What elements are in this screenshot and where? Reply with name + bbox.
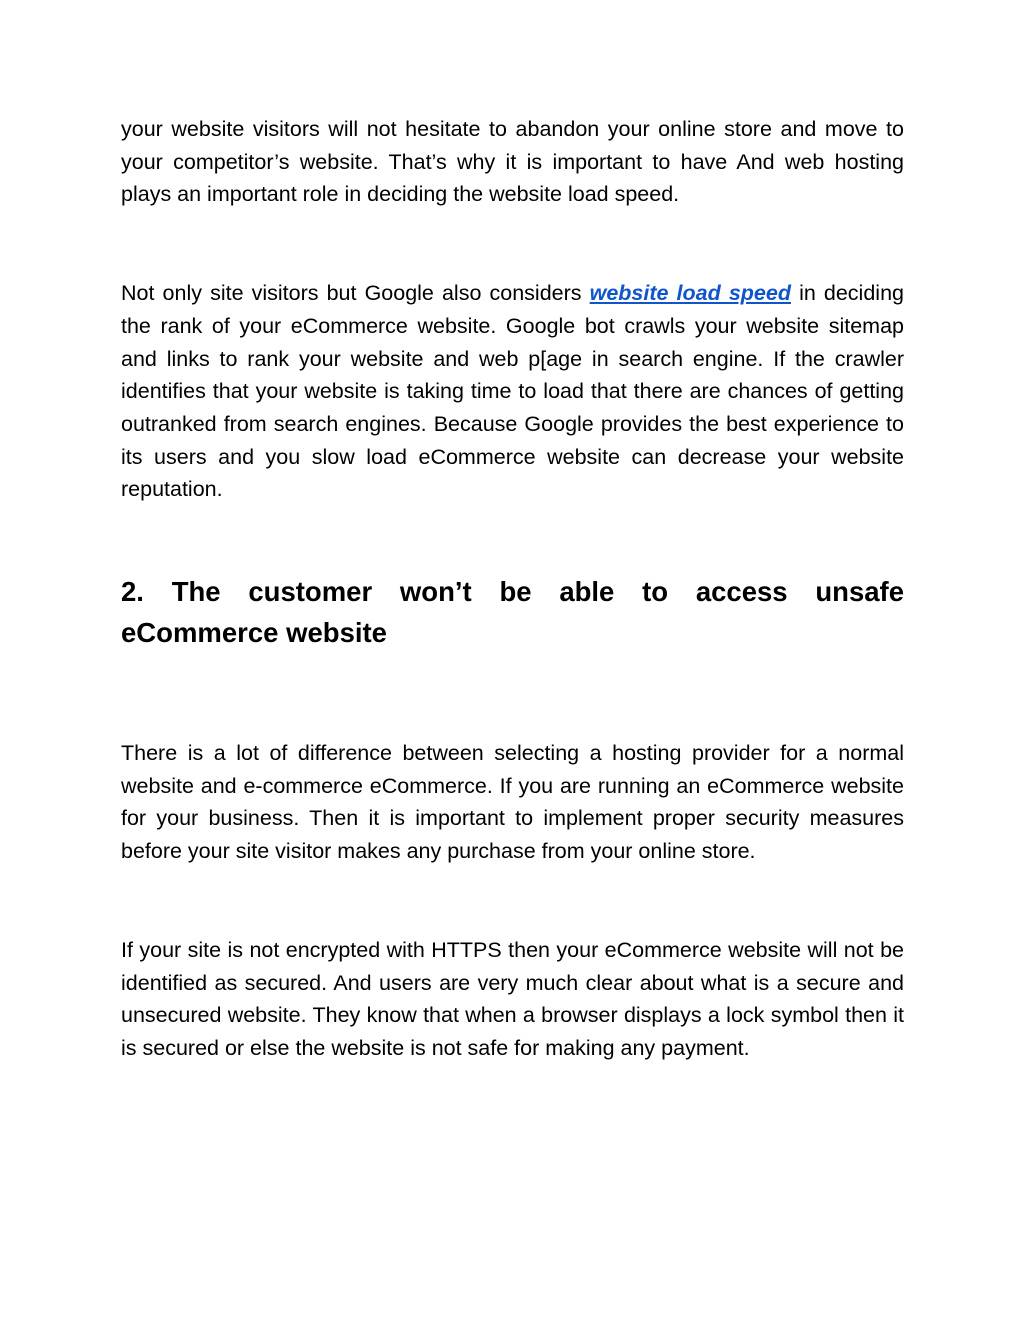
paragraph-https-encryption: If your site is not encrypted with HTTPS then your eCommerce website will not be identified as secured. And users are very much clear about what is a secure and unsecured website. They know that when a browser displays a lock symbol then it is secured or else the website is not safe for making any payment. <box>121 937 904 1060</box>
section-heading-unsafe-website: 2. The customer won’t be able to access unsafe eCommerce website <box>121 576 904 649</box>
website-load-speed-link[interactable]: website load speed <box>589 281 791 306</box>
paragraph-load-speed-intro: your website visitors will not hesitate to abandon your online store and move to your competitor’s website. That’s why it is important to have And web hosting plays an important role in deciding the website load speed. <box>121 117 904 207</box>
paragraph-google-ranking-rest: in deciding the rank of your eCommerce website. Google bot crawls your website sitemap and links to rank your website and web p[age in search engine. If the crawler identifies that your website is taking time to load that there are chances of getting outranked from search engines. Because Google provides the best experience to its users and you slow load eCommerce website can decrease your website reputation. <box>121 281 904 502</box>
paragraph-google-ranking-lead: Not only site visitors but Google also considers <box>121 281 590 306</box>
paragraph-google-ranking <box>121 277 904 506</box>
document-body <box>121 113 904 1065</box>
paragraph-hosting-security: There is a lot of difference between selecting a hosting provider for a normal website and e-commerce eCommerce. If you are running an eCommerce website for your business. Then it is important to implement proper security measures before your site visitor makes any purchase from your online store. <box>121 741 904 864</box>
